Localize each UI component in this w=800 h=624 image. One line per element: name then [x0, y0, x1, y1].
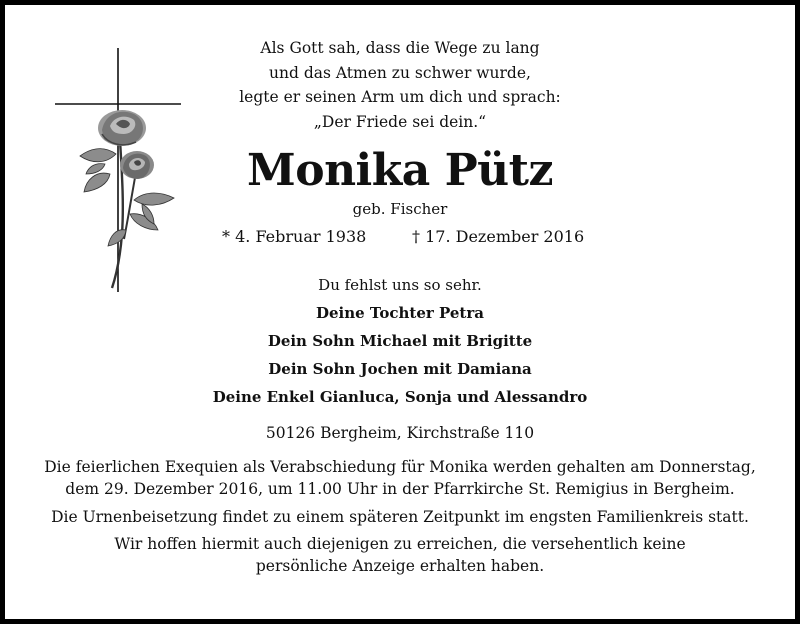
family-member: Deine Tochter Petra	[316, 304, 484, 322]
family-member: Deine Enkel Gianluca, Sonja und Alessandro	[212, 388, 588, 406]
notice-line: Wir hoffen hiermit auch diejenigen zu erreichen, die versehentlich keine	[114, 535, 686, 553]
family-list	[0, 299, 800, 411]
family-member: Dein Sohn Jochen mit Damiana	[268, 360, 532, 378]
closing-notice	[0, 533, 800, 577]
death-date: † 17. Dezember 2016	[412, 227, 585, 246]
poem-line: Als Gott sah, dass die Wege zu lang	[260, 39, 540, 57]
notice-line: Die feierlichen Exequien als Verabschiedung für Monika werden gehalten am Donnerstag,	[44, 458, 756, 476]
family-member: Dein Sohn Michael mit Brigitte	[267, 332, 533, 350]
notice-line: dem 29. Dezember 2016, um 11.00 Uhr in der Pfarrkirche St. Remigius in Bergheim.	[65, 480, 735, 498]
farewell-line: Du fehlst uns so sehr.	[318, 276, 482, 294]
notice-line: Die Urnenbeisetzung findet zu einem späteren Zeitpunkt im engsten Familienkreis statt.	[51, 508, 749, 526]
life-dates	[0, 227, 800, 249]
poem-line: und das Atmen zu schwer wurde,	[269, 63, 531, 82]
urn-notice	[0, 506, 800, 528]
poem-line: „Der Friede sei dein.“	[313, 112, 487, 131]
notice-line: persönliche Anzeige erhalten haben.	[255, 557, 545, 575]
birth-date: * 4. Februar 1938	[222, 227, 367, 246]
funeral-notice	[0, 456, 800, 500]
address: 50126 Bergheim, Kirchstraße 110	[265, 424, 535, 442]
poem	[0, 36, 800, 134]
poem-line: legte er seinen Arm um dich und sprach:	[239, 88, 561, 106]
maiden-name: geb. Fischer	[352, 200, 448, 218]
deceased-name: Monika Pütz	[247, 145, 553, 196]
